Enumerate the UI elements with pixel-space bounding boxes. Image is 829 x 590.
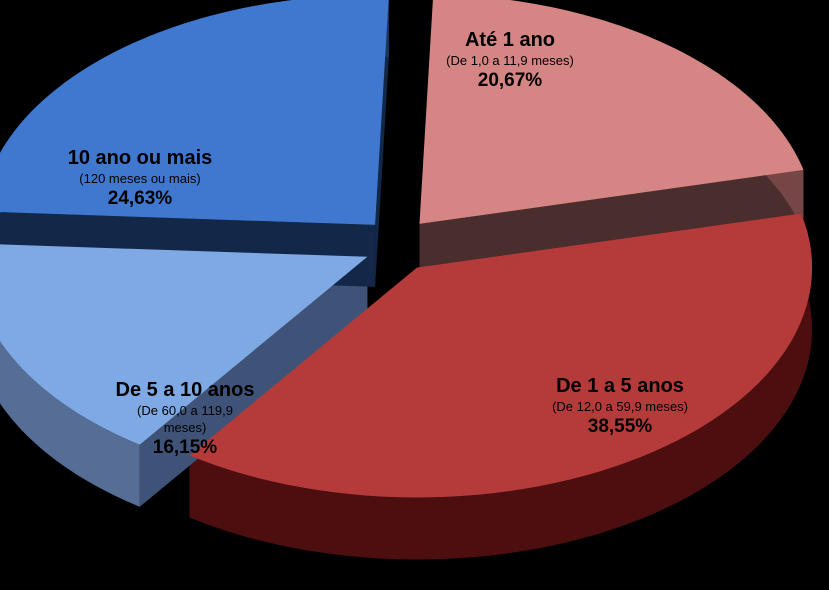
slice-name: 10 ano ou mais [67, 147, 213, 169]
slice-label-10-anos-ou-mais [50, 146, 230, 211]
slice-label-ate-1-ano [420, 28, 600, 93]
slice-value: 20,67% [477, 70, 543, 91]
slice-sublabel: (De 1,0 a 11,9 meses) [446, 53, 574, 68]
slice-value: 24,63% [107, 188, 173, 209]
slice-value: 16,15% [152, 437, 218, 458]
slice-label-5-a-10-anos [100, 378, 270, 460]
slice-label-1-a-5-anos [520, 374, 720, 439]
slice-sublabel: (De 12,0 a 59,9 meses) [552, 399, 688, 414]
slice-value: 38,55% [587, 416, 653, 437]
slice-name: De 1 a 5 anos [556, 375, 684, 397]
slice-sublabel: (120 meses ou mais) [79, 171, 201, 186]
slice-sublabel: (De 60,0 a 119,9 meses) [137, 403, 233, 435]
slice-name: Até 1 ano [464, 29, 556, 51]
slice-name: De 5 a 10 anos [115, 379, 255, 401]
